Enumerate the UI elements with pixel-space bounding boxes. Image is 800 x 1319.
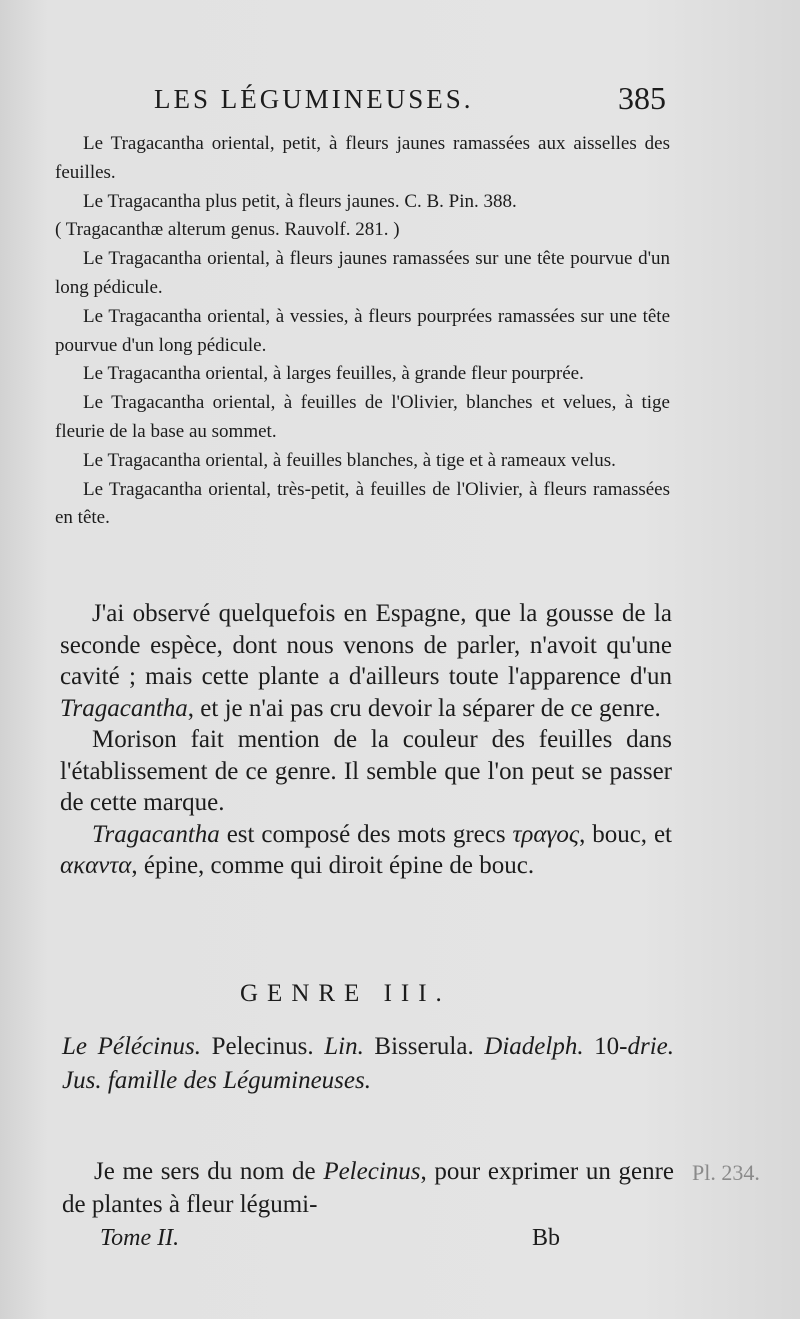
italic-class: Diadelph. — [484, 1033, 584, 1060]
italic-genus: Pelecinus — [323, 1158, 421, 1185]
italic-family: Jus. famille des Légumineuses. — [62, 1067, 371, 1094]
italic-name: Le Pélécinus. — [62, 1033, 202, 1060]
species-entry: Le Tragacantha oriental, à feuilles blanches, à tige et à rameaux velus. — [83, 449, 616, 471]
text-span: Bisserula. — [363, 1033, 485, 1060]
text-span: Pelecinus. — [201, 1033, 325, 1060]
greek-word: τραγος — [512, 820, 580, 848]
text-span: , et je n'ai pas cru devoir la séparer de ce genre. — [187, 694, 661, 722]
text-span: 10- — [583, 1033, 628, 1060]
species-entry: Le Tragacantha oriental, à larges feuilles, à grande fleur pourprée. — [83, 363, 584, 385]
text-span: J'ai observé quelquefois en Espagne, que la gousse de la seconde espèce, dont nous venons de parler, n'avoit qu'une cavité ; mais cette plante a d'ailleurs toute l'apparence d'un — [60, 600, 672, 690]
volume-label: Tome II. — [100, 1225, 180, 1251]
text-span: Je me sers du nom de — [94, 1158, 324, 1185]
running-head: LES LÉGUMINEUSES. — [154, 84, 474, 114]
commentary — [60, 598, 672, 882]
species-entry: Le Tragacantha oriental, à vessies, à fleurs pourprées ramassées sur une tête pourvue d'un long pédicule. — [55, 305, 670, 356]
text-span: , épine, comme qui diroit épine de bouc. — [131, 852, 535, 879]
italic-author: Lin. — [324, 1033, 364, 1060]
genre-definition — [62, 1030, 674, 1098]
text-span: , pour exprimer un genre de plantes à fleur légumi- — [62, 1158, 675, 1218]
signature-mark: Bb — [531, 1225, 560, 1251]
species-synonym: ( Tragacanthæ alterum genus. Rauvolf. 281. ) — [55, 219, 400, 241]
italic-order: drie. — [627, 1033, 675, 1060]
italic-genus: Tragacantha — [60, 694, 188, 722]
paragraph-morison: Morison fait mention de la couleur des feuilles dans l'établissement de ce genre. Il semble que l'on peut se passer de cette marque. — [60, 726, 672, 816]
page-footer — [100, 1225, 560, 1257]
species-entry: Le Tragacantha oriental, à feuilles de l'Olivier, blanches et velues, à tige fleurie de la base au sommet. — [55, 392, 670, 442]
plate-reference: Pl. 234. — [692, 1160, 760, 1185]
species-entry: Le Tragacantha oriental, petit, à fleurs jaunes ramassées aux aisselles des feuilles. — [55, 133, 670, 183]
species-entry: Le Tragacantha oriental, très-petit, à feuilles de l'Olivier, à fleurs ramassées en tête. — [55, 478, 670, 529]
paragraph-observation — [60, 598, 672, 724]
species-entry: Le Tragacantha oriental, à fleurs jaunes ramassées sur une tête pourvue d'un long pédicule. — [55, 248, 670, 298]
italic-genus: Tragacantha — [92, 820, 220, 848]
page-header — [150, 82, 670, 122]
species-entry: Le Tragacantha plus petit, à fleurs jaunes. C. B. Pin. 388. — [83, 190, 517, 212]
text-span: , bouc, et — [579, 820, 672, 848]
genre-intro — [62, 1155, 674, 1221]
paragraph-etymology — [60, 819, 672, 882]
species-list — [55, 130, 670, 533]
greek-word: ακαντα — [60, 852, 132, 879]
genre-heading: GENRE III. — [240, 980, 451, 1007]
page-number: 385 — [618, 80, 666, 116]
text-span: est composé des mots grecs — [219, 820, 513, 848]
